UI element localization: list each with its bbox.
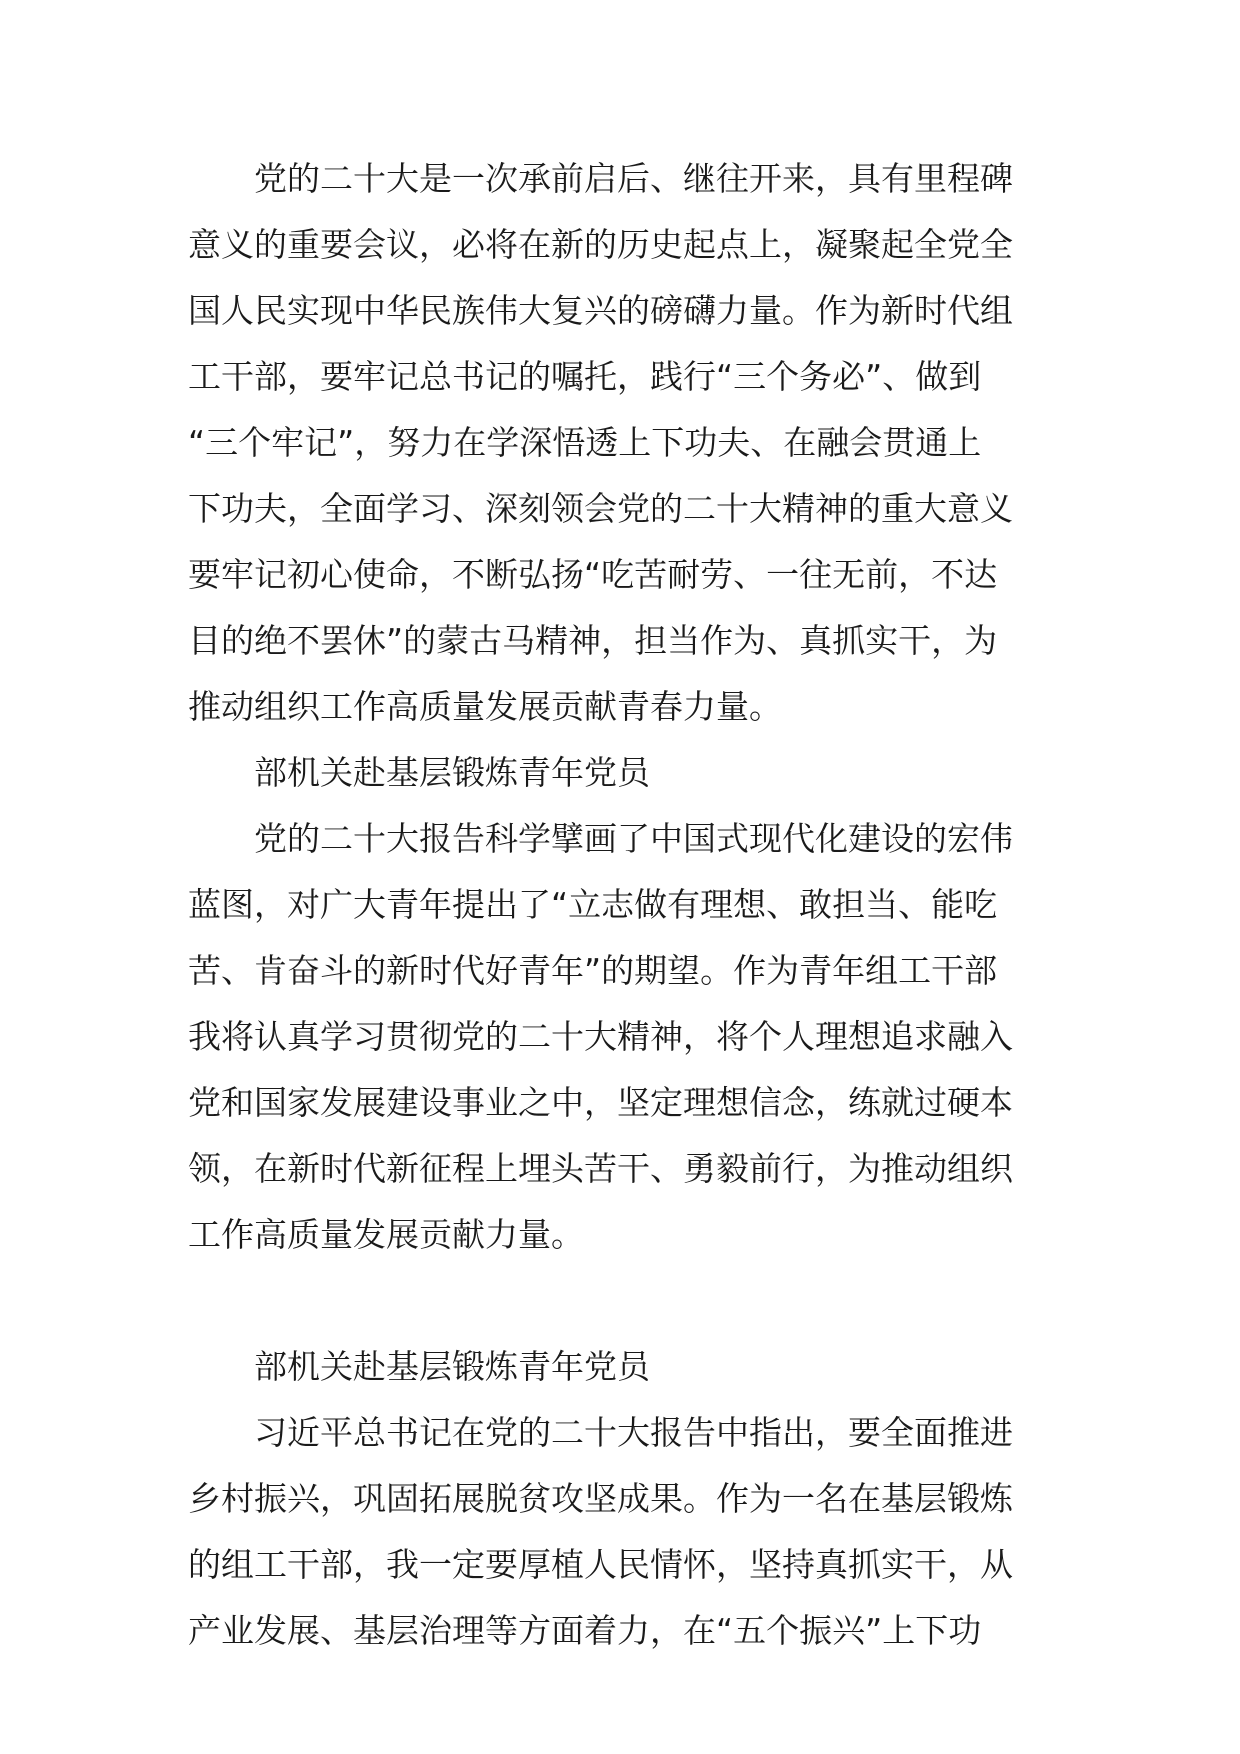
paragraph-line: 意义的重要会议，必将在新的历史起点上，凝聚起全党全 <box>188 225 1013 264</box>
paragraph-line: 苦、肯奋斗的新时代好青年”的期望。作为青年组工干部 <box>188 951 998 990</box>
paragraph-line: 产业发展、基层治理等方面着力，在“五个振兴”上下功 <box>188 1611 982 1650</box>
paragraph-line: 党的二十大是一次承前启后、继往开来，具有里程碑 <box>254 159 1013 198</box>
section-heading <box>188 740 1068 806</box>
paragraph-line: 蓝图，对广大青年提出了“立志做有理想、敢担当、能吃 <box>188 885 998 924</box>
paragraph-line: 工作高质量发展贡献力量。 <box>188 1215 584 1254</box>
paragraph <box>188 806 1068 1268</box>
paragraph-line: 国人民实现中华民族伟大复兴的磅礴力量。作为新时代组 <box>188 291 1013 330</box>
paragraph <box>188 146 1068 740</box>
section-heading <box>188 1334 1068 1400</box>
paragraph-line: 我将认真学习贯彻党的二十大精神，将个人理想追求融入 <box>188 1017 1013 1056</box>
paragraph-line: 工干部，要牢记总书记的嘱托，践行“三个务必”、做到 <box>188 357 982 396</box>
paragraph-line: 乡村振兴，巩固拓展脱贫攻坚成果。作为一名在基层锻炼 <box>188 1479 1013 1518</box>
paragraph-line: 推动组织工作高质量发展贡献青春力量。 <box>188 687 782 726</box>
paragraph-line: 的组工干部，我一定要厚植人民情怀，坚持真抓实干，从 <box>188 1545 1013 1584</box>
paragraph-line: 要牢记初心使命，不断弘扬“吃苦耐劳、一往无前，不达 <box>188 555 998 594</box>
paragraph-line: 党和国家发展建设事业之中，坚定理想信念，练就过硬本 <box>188 1083 1013 1122</box>
paragraph-line: 下功夫，全面学习、深刻领会党的二十大精神的重大意义 <box>188 489 1013 528</box>
heading-text: 部机关赴基层锻炼青年党员 <box>254 753 650 792</box>
paragraph-line: 目的绝不罢休”的蒙古马精神，担当作为、真抓实干，为 <box>188 621 998 660</box>
paragraph-line: 党的二十大报告科学擘画了中国式现代化建设的宏伟 <box>254 819 1013 858</box>
paragraph-line: “三个牢记”，努力在学深悟透上下功夫、在融会贯通上 <box>188 423 982 462</box>
paragraph <box>188 1400 1068 1664</box>
paragraph-line: 领，在新时代新征程上埋头苦干、勇毅前行，为推动组织 <box>188 1149 1013 1188</box>
paragraph-line: 习近平总书记在党的二十大报告中指出，要全面推进 <box>254 1413 1013 1452</box>
heading-text: 部机关赴基层锻炼青年党员 <box>254 1347 650 1386</box>
